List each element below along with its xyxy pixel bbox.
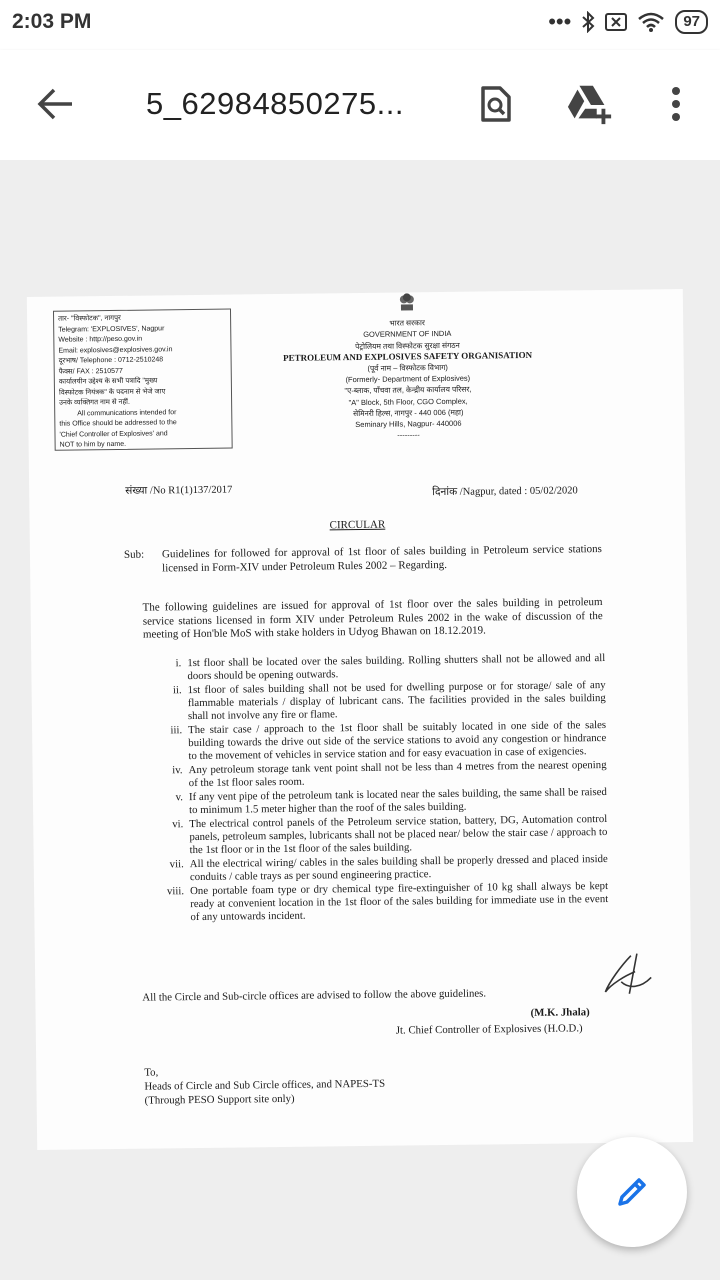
back-arrow-icon bbox=[36, 84, 76, 124]
more-indicator: ••• bbox=[548, 9, 572, 34]
header-line: "ए-ब्लाक, पाँचवा तल, केन्द्रीय कार्यालय परिसर, bbox=[344, 385, 472, 396]
guidelines-list bbox=[143, 652, 608, 926]
item-number: v. bbox=[175, 791, 184, 804]
item-number: viii. bbox=[166, 885, 185, 898]
header-line: पेट्रोलियम तथा विस्फोटक सुरक्षा संगठन bbox=[354, 340, 460, 351]
edit-fab-button[interactable] bbox=[577, 1137, 687, 1247]
address-line: All communications intended for bbox=[77, 408, 177, 417]
edit-pencil-icon bbox=[615, 1175, 649, 1209]
add-to-drive-icon bbox=[566, 83, 614, 125]
circular-heading: CIRCULAR bbox=[329, 518, 386, 532]
item-text: The stair case / approach to the 1st floor shall be suitably located in one side of the sales building towards the drive out side of the service stations to avoid any congestion or hindrance to the movement of vehicles in service station and for easy evacuation in case of exigencies. bbox=[188, 718, 607, 763]
address-line: तार- "विस्फोटक", नागपुर bbox=[58, 314, 121, 323]
signer-name: (M.K. Jhala) bbox=[530, 1006, 590, 1019]
address-line: Telegram: 'EXPLOSIVES', Nagpur bbox=[58, 324, 165, 334]
more-vert-icon bbox=[670, 86, 682, 122]
list-item bbox=[146, 880, 608, 925]
to-line: Heads of Circle and Sub Circle offices, and NAPES-TS bbox=[144, 1077, 386, 1093]
recipients-block bbox=[144, 1063, 385, 1108]
address-box bbox=[53, 309, 233, 451]
address-line: this Office should be addressed to the bbox=[59, 419, 177, 428]
item-text: Any petroleum storage tank vent point shall not be less than 4 metres from the nearest opening of the 1st floor sales room. bbox=[188, 758, 607, 790]
address-line: उनके व्यक्तिगत नाम से नहीं. bbox=[59, 398, 130, 407]
bluetooth-icon bbox=[581, 11, 595, 33]
file-title: 5_62984850275... bbox=[146, 86, 404, 121]
to-label: To, bbox=[144, 1066, 159, 1079]
subject-label: Sub: bbox=[123, 548, 145, 561]
app-bar bbox=[0, 50, 720, 160]
item-number: vi. bbox=[172, 818, 184, 831]
battery-indicator: 97 bbox=[675, 10, 708, 34]
item-text: 1st floor of sales building shall not be used for dwelling purpose or for storage/ sale of any flammable materials / display of lubricant cans. The facilities provided in the sales building shall not involve any fire or flame. bbox=[187, 678, 606, 723]
wifi-icon bbox=[637, 11, 665, 33]
more-options-button[interactable] bbox=[652, 80, 700, 128]
header-line: भारत सरकार bbox=[389, 318, 425, 328]
item-text: The electrical control panels of the Petroleum service station, battery, DG, Automation control panels, petroleum samples, lubricants shall not be placed near/ below the stair case / approach to the 1st floor or in the 1st floor of the sales building. bbox=[189, 812, 608, 857]
item-text: If any vent pipe of the petroleum tank is located near the sales building, the same shall be raised to minimum 1.5 meter higher than the roof of the sales building. bbox=[188, 785, 607, 817]
address-line: NOT to him by name. bbox=[59, 440, 127, 449]
header-line: (पूर्व नाम – विस्फोटक विभाग) bbox=[367, 362, 448, 373]
header-line: "A" Block, 5th Floor, CGO Complex, bbox=[348, 396, 468, 407]
address-line: Website : http://peso.gov.in bbox=[58, 335, 143, 344]
signer-designation: Jt. Chief Controller of Explosives (H.O.D.) bbox=[395, 1022, 583, 1037]
item-text: All the electrical wiring/ cables in the sales building shall be properly dressed and placed inside conduits / cable trays as per sound engineering practice. bbox=[189, 852, 608, 884]
item-text: One portable foam type or dry chemical type fire-extinguisher of 10 kg shall always be kept ready at convenient location in the 1st floor of the sales building for immediate use in the event of any untowards incident. bbox=[190, 879, 609, 924]
status-time: 2:03 PM bbox=[12, 10, 92, 33]
item-number: iii. bbox=[170, 724, 183, 737]
item-number: vii. bbox=[169, 858, 184, 871]
header-line: सेमिनरी हिल्स, नागपुर - 440 006 (महा) bbox=[353, 407, 464, 418]
address-line: दूरभाष/ Telephone : 0712-2510248 bbox=[58, 356, 164, 365]
subject-text: Guidelines for followed for approval of 1st floor of sales building in Petroleum service stations licensed in Form-XIV under Petroleum Rules 2002 – Regarding. bbox=[161, 543, 603, 575]
address-line: विस्फोटक नियंत्रक" के पदनाम से भेजे जाए bbox=[58, 387, 166, 397]
address-line: फैक्स/ FAX : 2510577 bbox=[58, 367, 123, 376]
back-button[interactable] bbox=[36, 84, 76, 124]
item-number: ii. bbox=[172, 684, 182, 697]
letter-date: दिनांक /Nagpur, dated : 05/02/2020 bbox=[432, 485, 578, 499]
letterhead bbox=[257, 291, 559, 443]
list-item bbox=[145, 813, 607, 858]
find-in-page-button[interactable] bbox=[472, 80, 520, 128]
intro-paragraph: The following guidelines are issued for approval of 1st floor over the sales building in petroleum service stations licensed in form XIV under Petroleum Rules 2002 in the wake of discussion of the meeting of Hon'ble MoS with stake holders in Udyog Bhawan on 18.12.2019. bbox=[142, 596, 603, 641]
to-line: (Through PESO Support site only) bbox=[144, 1092, 295, 1107]
address-line: कार्यालयीन उद्देश्य के सभी पत्रादि "मुख्य bbox=[58, 377, 158, 386]
reference-number: संख्या /No R1(1)137/2017 bbox=[125, 484, 233, 497]
document-viewer[interactable] bbox=[0, 160, 720, 1280]
document-page bbox=[27, 289, 693, 1150]
no-sim-icon bbox=[605, 12, 627, 32]
header-line: Seminary Hills, Nagpur- 440006 bbox=[355, 418, 462, 430]
subject-block bbox=[123, 542, 604, 575]
national-emblem-icon bbox=[396, 292, 418, 312]
header-line: GOVERNMENT OF INDIA bbox=[363, 329, 452, 340]
closing-line: All the Circle and Sub-circle offices are advised to follow the above guidelines. bbox=[142, 987, 487, 1004]
add-to-drive-button[interactable] bbox=[566, 80, 614, 128]
status-icons bbox=[548, 9, 708, 35]
address-line: 'Chief Controller of Explosives' and bbox=[59, 429, 168, 439]
find-in-page-icon bbox=[480, 85, 512, 123]
address-line: Email: explosives@explosives.gov.in bbox=[58, 345, 173, 355]
header-rule: --------- bbox=[397, 430, 420, 440]
status-bar bbox=[0, 0, 720, 50]
header-line: (Formerly- Department of Explosives) bbox=[345, 373, 471, 385]
list-item bbox=[144, 719, 606, 764]
item-text: 1st floor shall be located over the sales building. Rolling shutters shall not be allowed and all doors should be opening outwards. bbox=[187, 651, 606, 683]
item-number: i. bbox=[175, 657, 182, 670]
signature-mark bbox=[591, 951, 656, 998]
list-item bbox=[144, 679, 606, 724]
item-number: iv. bbox=[172, 764, 183, 777]
organisation-name: PETROLEUM AND EXPLOSIVES SAFETY ORGANISATION bbox=[282, 349, 533, 363]
